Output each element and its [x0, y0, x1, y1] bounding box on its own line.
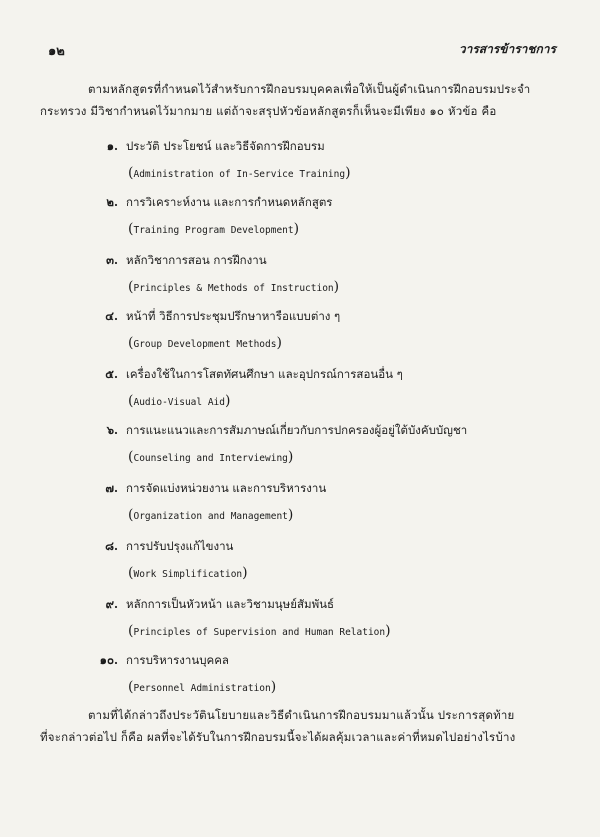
- topic-number: ๑๐.: [99, 653, 118, 667]
- topic-thai-title: การบริหารงานบุคคล: [126, 653, 229, 667]
- topic-item-7: ๗. การจัดแบ่งหน่วยงาน และการบริหารงาน (Organization and Management): [0, 480, 600, 530]
- outro-paragraph: [40, 704, 564, 748]
- topic-thai-title: หน้าที่ วิธีการประชุมปรึกษาหารือแบบต่าง ๆ: [126, 309, 341, 323]
- topic-thai-title: การจัดแบ่งหน่วยงาน และการบริหารงาน: [126, 481, 327, 495]
- intro-paragraph: [40, 78, 564, 122]
- journal-title: วารสารข้าราชการ: [458, 42, 556, 56]
- intro-line-2: กระทรวง มีวิชากำหนดไว้มากมาย แต่ถ้าจะสรุปหัวข้อหลักสูตรก็เห็นจะมีเพียง ๑๐ หัวข้อ คือ: [40, 104, 497, 118]
- topic-thai-title: เครื่องใช้ในการโสตทัศนศึกษา และอุปกรณ์การสอนอื่น ๆ: [126, 367, 403, 381]
- page-number: ๑๒: [48, 44, 65, 59]
- topic-english-title: Organization and Management: [133, 511, 288, 522]
- topic-english-title: Audio-Visual Aid: [133, 397, 225, 408]
- outro-line-1: ตามที่ได้กล่าวถึงประวัตินโยบายและวิธีดำเนินการฝึกอบรมมาแล้วนั้น ประการสุดท้าย: [88, 708, 515, 722]
- topic-english-title: Principles of Supervision and Human Relation: [133, 627, 386, 638]
- topic-thai-title: ประวัติ ประโยชน์ และวิธีจัดการฝึกอบรม: [126, 139, 325, 153]
- topic-item-5: ๕. เครื่องใช้ในการโสตทัศนศึกษา และอุปกรณ์การสอนอื่น ๆ (Audio-Visual Aid): [0, 366, 600, 416]
- page-header: [48, 40, 556, 60]
- topic-english-title: Training Program Development: [133, 225, 294, 236]
- topic-number: ๓.: [106, 253, 118, 267]
- topic-item-4: ๔. หน้าที่ วิธีการประชุมปรึกษาหารือแบบต่าง ๆ (Group Development Methods): [0, 308, 600, 358]
- topic-english-title: Counseling and Interviewing: [133, 453, 288, 464]
- topic-item-3: ๓. หลักวิชาการสอน การฝึกงาน (Principles & Methods of Instruction): [0, 252, 600, 302]
- topic-item-2: ๒. การวิเคราะห์งาน และการกำหนดหลักสูตร (Training Program Development): [0, 194, 600, 244]
- topic-item-10: ๑๐. การบริหารงานบุคคล (Personnel Administration): [0, 652, 600, 702]
- topic-thai-title: หลักการเป็นหัวหน้า และวิชามนุษย์สัมพันธ์: [126, 597, 335, 611]
- topic-english-title: Personnel Administration: [133, 683, 271, 694]
- topic-item-9: ๙. หลักการเป็นหัวหน้า และวิชามนุษย์สัมพันธ์ (Principles of Supervision and Human Relation): [0, 596, 600, 646]
- topic-english-title: Administration of In-Service Training: [133, 169, 346, 180]
- topic-number: ๑.: [106, 139, 118, 153]
- topic-item-6: ๖. การแนะแนวและการสัมภาษณ์เกี่ยวกับการปกครองผู้อยู่ใต้บังคับบัญชา (Counseling and Interviewing): [0, 422, 600, 472]
- topic-number: ๒.: [106, 195, 118, 209]
- topic-number: ๘.: [105, 539, 118, 553]
- topic-number: ๙.: [105, 597, 118, 611]
- topic-item-1: ๑. ประวัติ ประโยชน์ และวิธีจัดการฝึกอบรม (Administration of In-Service Training): [0, 138, 600, 188]
- outro-line-2: ที่จะกล่าวต่อไป ก็คือ ผลที่จะได้รับในการฝึกอบรมนี้จะได้ผลคุ้มเวลาและค่าที่หมดไปอย่างไรบ้าง: [40, 730, 516, 744]
- topic-english-title: Work Simplification: [133, 569, 243, 580]
- topic-number: ๔.: [105, 309, 118, 323]
- topic-item-8: ๘. การปรับปรุงแก้ไขงาน (Work Simplification): [0, 538, 600, 588]
- topic-number: ๗.: [105, 481, 118, 495]
- topic-thai-title: หลักวิชาการสอน การฝึกงาน: [126, 253, 267, 267]
- topic-thai-title: การแนะแนวและการสัมภาษณ์เกี่ยวกับการปกครองผู้อยู่ใต้บังคับบัญชา: [126, 423, 468, 437]
- topic-number: ๕.: [105, 367, 118, 381]
- topic-thai-title: การปรับปรุงแก้ไขงาน: [126, 539, 234, 553]
- topic-english-title: Group Development Methods: [133, 339, 277, 350]
- topic-english-title: Principles & Methods of Instruction: [133, 283, 334, 294]
- topic-number: ๖.: [106, 423, 118, 437]
- topic-thai-title: การวิเคราะห์งาน และการกำหนดหลักสูตร: [126, 195, 333, 209]
- intro-line-1: ตามหลักสูตรที่กำหนดไว้สำหรับการฝึกอบรมบุคคลเพื่อให้เป็นผู้ดำเนินการฝึกอบรมประจำ: [88, 82, 531, 96]
